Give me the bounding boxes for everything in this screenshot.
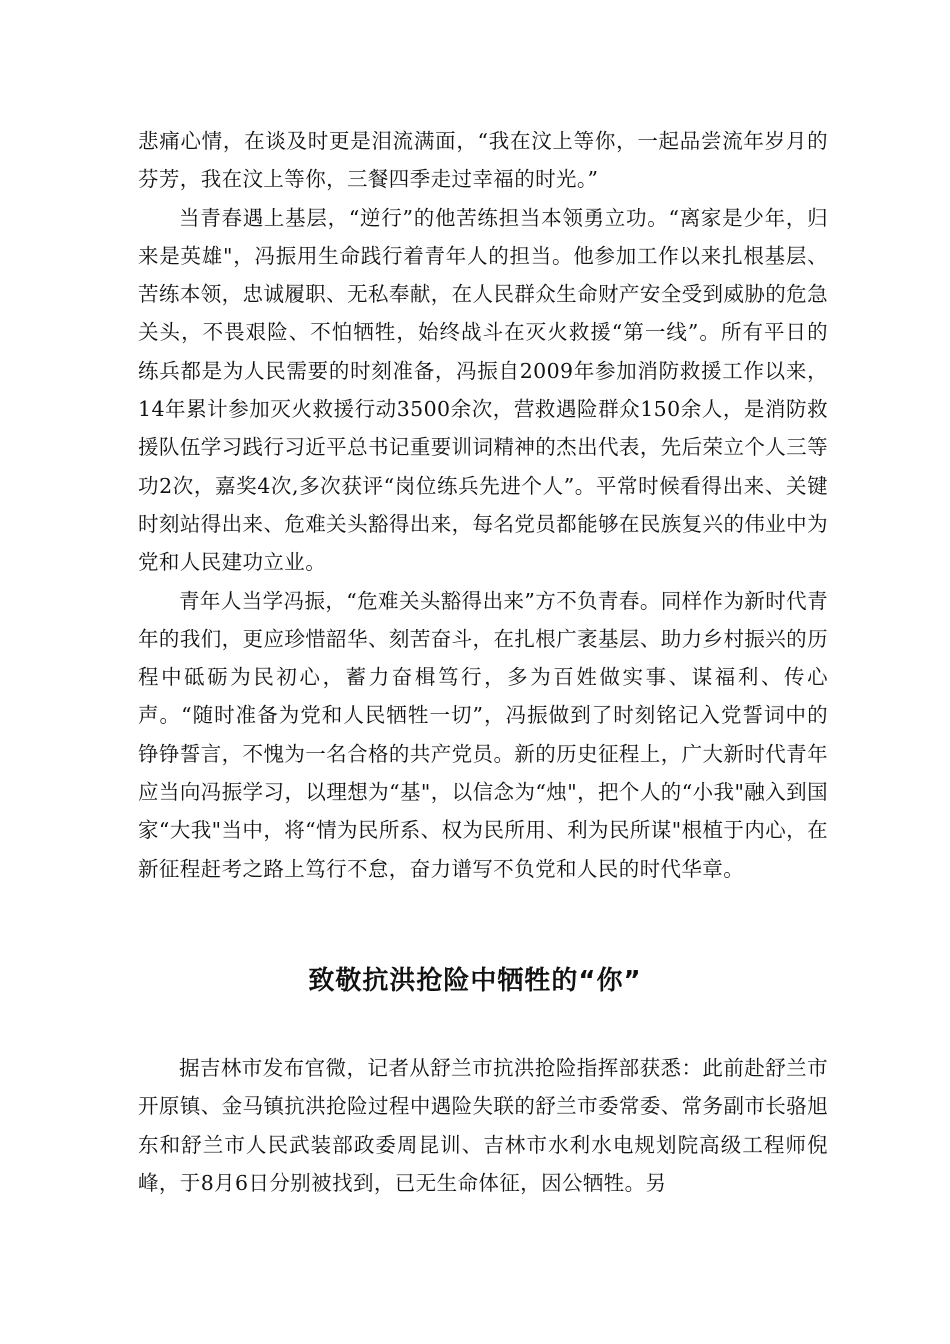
paragraph-youth-grassroots: 当青春遇上基层，“逆行”的他苦练担当本领勇立功。“离家是少年，归来是英雄"，冯振用生命践行着青年人的担当。他参加工作以来扎根基层、苦练本领，忠诚履职、无私奉献，在人民群众生命财产安全受到威胁的危急关头，不畏艰险、不怕牺牲，始终战斗在灭火救援“第一线”。所有平日的练兵都是为人民需要的时刻准备，冯振自2009年参加消防救援工作以来，14年累计参加灭火救援行动3500余次，营救遇险群众150余人，是消防救援队伍学习践行习近平总书记重要训词精神的杰出代表，先后荣立个人三等功2次，嘉奖4次,多次获评“岗位练兵先进个人”。平常时候看得出来、关键时刻站得出来、危难关头豁得出来，每名党员都能够在民族复兴的伟业中为党和人民建功立业。 bbox=[138, 205, 828, 575]
body-text-top bbox=[138, 122, 828, 888]
paragraph-continuation: 悲痛心情，在谈及时更是泪流满面，“我在汶上等你，一起品尝流年岁月的芬芳，我在汶上等你，三餐四季走过幸福的时光。” bbox=[138, 129, 828, 192]
paragraph-youth-learn: 青年人当学冯振，“危难关头豁得出来”方不负青春。同样作为新时代青年的我们，更应珍惜韶华、刻苦奋斗，在扎根广袤基层、助力乡村振兴的历程中砥砺为民初心，蓄力奋楫笃行，多为百姓做实事、谋福利、传心声。“随时准备为党和人民牺牲一切”，冯振做到了时刻铭记入党誓词中的铮铮誓言，不愧为一名合格的共产党员。新的历史征程上，广大新时代青年应当向冯振学习，以理想为“基"，以信念为“烛"，把个人的“小我"融入到国家“大我"当中，将“情为民所系、权为民所用、利为民所谋"根植于内心，在新征程赶考之路上笃行不怠，奋力谱写不负党和人民的时代华章。 bbox=[138, 588, 828, 881]
paragraph-flood-news: 据吉林市发布官微，记者从舒兰市抗洪抢险指挥部获悉：此前赴舒兰市开原镇、金马镇抗洪抢险过程中遇险失联的舒兰市委常委、常务副市长骆旭东和舒兰市人民武装部政委周昆训、吉林市水利水电规划院高级工程师倪峰，于8月6日分别被找到，已无生命体征，因公牺牲。另 bbox=[138, 1056, 828, 1195]
section-heading: 致敬抗洪抢险中牺牲的“你” bbox=[308, 966, 642, 996]
body-text-bottom bbox=[138, 1049, 828, 1202]
